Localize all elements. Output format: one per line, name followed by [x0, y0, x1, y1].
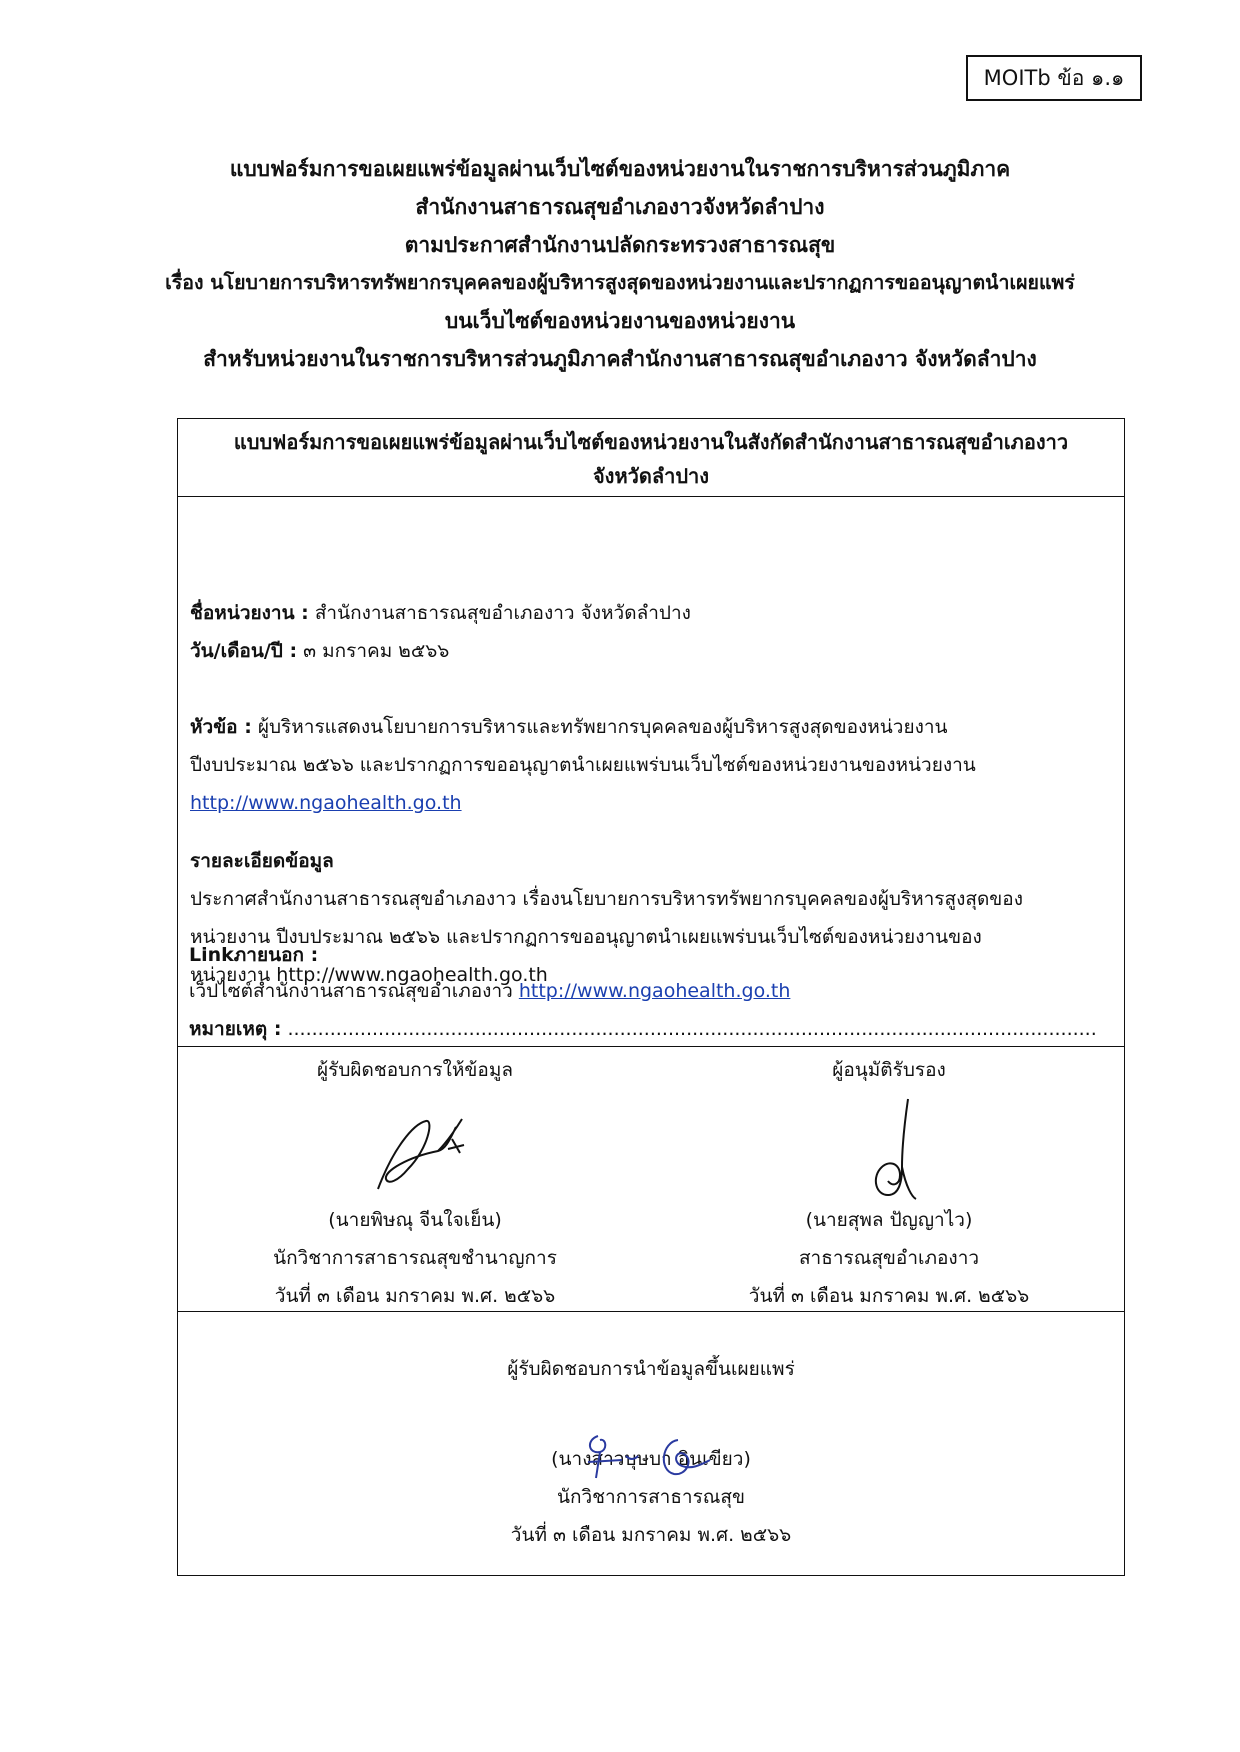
detail-label: รายละเอียดข้อมูล	[190, 850, 334, 872]
note-value: ......................................................................................................................................	[281, 1018, 1097, 1040]
header-line-3: ตามประกาศสำนักงานปลัดกระทรวงสาธารณสุข	[404, 233, 836, 257]
external-text: เว็ปไซต์สำนักงานสาธารณสุขอำเภองาว	[189, 980, 519, 1002]
topic-link[interactable]: http://www.ngaohealth.go.th	[190, 792, 462, 814]
topic-line-2: ปีงบประมาณ ๒๕๖๖ และปรากฏการขออนุญาตนำเผยแพร่บนเว็บไซต์ของหน่วยงานของหน่วยงาน	[190, 754, 976, 776]
form-title	[178, 419, 1124, 497]
unit-value: สำนักงานสาธารณสุขอำเภองาว จังหวัดลำปาง	[308, 602, 691, 624]
external-link[interactable]: http://www.ngaohealth.go.th	[518, 980, 791, 1002]
header-line-6: สำหรับหน่วยงานในราชการบริหารส่วนภูมิภาคสำนักงานสาธารณสุขอำเภองาว จังหวัดลำปาง	[203, 347, 1037, 371]
header-line-2: สำนักงานสาธารณสุขอำเภองาวจังหวัดลำปาง	[415, 195, 825, 219]
document-reference: MOITb ข้อ ๑.๑	[983, 65, 1125, 90]
form-title-line-2: จังหวัดลำปาง	[592, 464, 710, 488]
detail-line-2: หน่วยงาน ปีงบประมาณ ๒๕๖๖ และปรากฏการขออนุญาตนำเผยแพร่บนเว็บไซต์ของหน่วยงานของ	[190, 926, 982, 948]
document-header	[100, 150, 1140, 378]
signature-left-image	[368, 1109, 478, 1199]
publisher-position: นักวิชาการสาธารณสุข	[556, 1486, 746, 1508]
signer-left-position: นักวิชาการสาธารณสุขชำนาญการ	[273, 1247, 557, 1269]
topic-link-row	[190, 785, 1112, 821]
detail-row	[190, 843, 1112, 879]
header-line-4: เรื่อง นโยบายการบริหารทรัพยากรบุคคลของผู้บริหารสูงสุดของหน่วยงานและปรากฏการขออนุญาตนำเผยแพร่	[165, 271, 1075, 294]
publisher-section	[178, 1350, 1124, 1554]
unit-row	[190, 595, 1112, 631]
form-title-line-1: แบบฟอร์มการขอเผยแพร่ข้อมูลผ่านเว็บไซต์ของหน่วยงานในสังกัดสำนักงานสาธารณสุขอำเภองาว	[233, 430, 1069, 454]
detail-line-3: หน่วยงาน http://www.ngaohealth.go.th	[190, 964, 548, 986]
publisher-date: วันที่ ๓ เดือน มกราคม พ.ศ. ๒๕๖๖	[510, 1524, 792, 1546]
note-label: หมายเหตุ :	[189, 1018, 282, 1040]
date-row	[190, 633, 1112, 669]
signer-right-position: สาธารณสุขอำเภองาว	[798, 1247, 980, 1269]
signature-publisher-image	[578, 1430, 728, 1486]
header-line-5: บนเว็บไซต์ของหน่วยงานของหน่วยงาน	[444, 309, 796, 333]
publisher-role: ผู้รับผิดชอบการนำข้อมูลขึ้นเผยแพร่	[507, 1358, 795, 1380]
topic-line-1: ผู้บริหารแสดงนโยบายการบริหารและทรัพยากรบุคคลของผู้บริหารสูงสุดของหน่วยงาน	[251, 716, 948, 738]
date-label: วัน/เดือน/ปี :	[190, 640, 298, 662]
external-link-row	[189, 973, 1113, 1009]
signer-left-role: ผู้รับผิดชอบการให้ข้อมูล	[317, 1059, 513, 1081]
note-row	[189, 1012, 1113, 1046]
topic-row	[190, 709, 1112, 745]
signature-right-image	[858, 1097, 938, 1202]
signature-section	[178, 1047, 1124, 1312]
detail-line-1: ประกาศสำนักงานสาธารณสุขอำเภองาว เรื่องนโยบายการบริหารทรัพยากรบุคคลของผู้บริหารสูงสุดของ	[190, 888, 1023, 910]
signer-right-role: ผู้อนุมัติรับรอง	[832, 1059, 946, 1081]
signer-right-date: วันที่ ๓ เดือน มกราคม พ.ศ. ๒๕๖๖	[748, 1285, 1030, 1307]
date-value: ๓ มกราคม ๒๕๖๖	[297, 640, 450, 662]
document-reference-box	[966, 55, 1142, 101]
external-row	[189, 937, 1113, 973]
external-label: Linkภายนอก :	[189, 944, 319, 966]
header-line-1: แบบฟอร์มการขอเผยแพร่ข้อมูลผ่านเว็บไซต์ของหน่วยงานในราชการบริหารส่วนภูมิภาค	[229, 157, 1011, 181]
signer-right-name: (นายสุพล ปัญญาไว)	[805, 1209, 973, 1231]
topic-label: หัวข้อ :	[190, 716, 252, 738]
unit-label: ชื่อหน่วยงาน :	[190, 602, 309, 624]
signer-left-date: วันที่ ๓ เดือน มกราคม พ.ศ. ๒๕๖๖	[274, 1285, 556, 1307]
signer-left-name: (นายพิษณุ จีนใจเย็น)	[328, 1209, 502, 1231]
publisher-name: (นางสาวบุษบา อินเขียว)	[551, 1448, 751, 1470]
external-link-block	[189, 937, 1113, 1009]
